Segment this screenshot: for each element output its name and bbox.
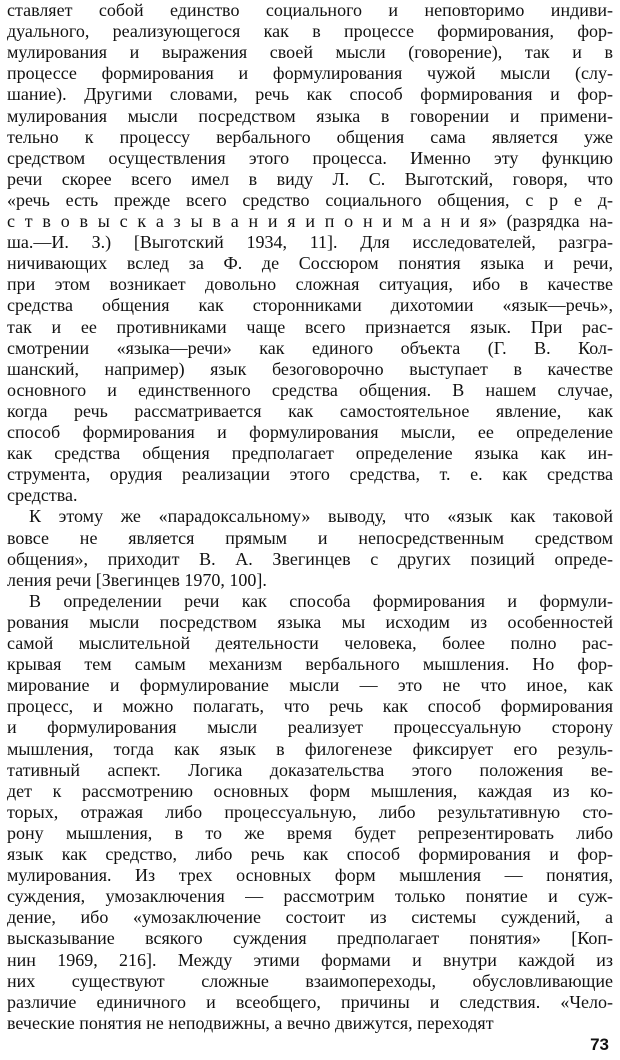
text-line: «речь есть прежде всего средство социального общения, с р е д- [7, 189, 613, 210]
text-line: рования мысли посредством языка мы исходим из особенностей [7, 611, 613, 632]
text-line: так и ее противниками чаще всего признается язык. При рас- [7, 316, 613, 337]
text-line: ления речи [Звегинцев 1970, 100]. [7, 569, 267, 590]
text-line: тативный аспект. Логика доказательства этого положения ве- [7, 759, 613, 780]
book-page [7, 0, 613, 1060]
text-line: ша.—И. З.) [Выготский 1934, 11]. Для исследователей, разгра- [7, 232, 613, 253]
text-line: нин 1969, 216]. Между этими формами и внутри каждой из [7, 949, 613, 970]
text-line: основного и единственного средства общения. В нашем случае, [7, 379, 613, 400]
text-line: В определении речи как способа формирования и формули- [29, 590, 613, 611]
text-line: суждения, умозаключения — рассмотрим только понятие и суж- [7, 886, 613, 907]
text-line: высказывание всякого суждения предполагает понятия» [Коп- [7, 928, 613, 949]
text-line: ничивающих вслед за Ф. де Соссюром понятия языка и речи, [7, 253, 613, 274]
text-line: вовсе не является прямым и непосредственным средством [7, 527, 613, 548]
text-line: струмента, орудия реализации этого средства, т. е. как средства [7, 464, 613, 485]
text-line: ставляет собой единство социального и неповторимо индиви- [7, 0, 613, 20]
text-line: средства. [7, 485, 78, 506]
text-line: способ формирования и формулирования мысли, ее определение [7, 422, 613, 442]
text-line: при этом возникает довольно сложная ситуация, ибо в качестве [7, 274, 613, 295]
text-line: средством осуществления этого процесса. Именно эту функцию [7, 147, 613, 168]
text-line: дуального, реализующегося как в процессе формирования, фор- [7, 21, 613, 42]
text-line: процесс, и можно полагать, что речь как способ формирования [7, 696, 613, 717]
text-line: язык как средство, либо речь как способ формирования и фор- [7, 844, 613, 864]
text-line: рону мышления, в то же время будет репрезентировать либо [7, 822, 613, 843]
text-line: общения», приходит В. А. Звегинцев с других позиций опреде- [7, 548, 613, 569]
text-line: с т в о в ы с к а з ы в а н и я и п о н и м а н и я» (разрядка на- [7, 211, 613, 231]
text-line: крывая тем самым механизм вербального мышления. Но фор- [7, 654, 613, 675]
page-number: 73 [590, 1035, 609, 1054]
text-line: самой мыслительной деятельности человека, более полно рас- [7, 633, 613, 653]
text-line: дение, ибо «умозаключение состоит из системы суждений, а [7, 907, 613, 928]
text-line: торых, отражая либо процессуальную, либо результативную сто- [7, 801, 613, 822]
text-line: мулирования мысли посредством языка в говорении и примени- [7, 105, 613, 126]
text-line: них существуют сложные взаимопереходы, обусловливающие [7, 970, 613, 991]
text-line: смотрении «языка—речи» как единого объекта (Г. В. Кол- [7, 337, 613, 358]
text-line: мышления, тогда как язык в филогенезе фиксирует его резуль- [7, 738, 613, 759]
text-line: мирование и формулирование мысли — это не что иное, как [7, 675, 613, 696]
text-line: процессе формирования и формулирования чужой мысли (слу- [7, 63, 613, 84]
text-line: тельно к процессу вербального общения сама является уже [7, 126, 613, 147]
text-line: мулирования. Из трех основных форм мышления — понятия, [7, 865, 613, 886]
text-line: шание). Другими словами, речь как способ формирования и фор- [7, 84, 613, 105]
text-line: речи скорее всего имел в виду Л. С. Выготский, говоря, что [7, 168, 613, 189]
text-line: различие единичного и всеобщего, причины и следствия. «Чело- [7, 991, 613, 1012]
text-line: когда речь рассматривается как самостоятельное явление, как [7, 400, 613, 421]
text-line: К этому же «парадоксальному» выводу, что «язык как таковой [29, 506, 613, 527]
text-line: мулирования и выражения своей мысли (говорение), так и в [7, 42, 613, 63]
text-line: как средства общения предполагает определение языка как ин- [7, 443, 613, 464]
text-line: дет к рассмотрению основных форм мышления, каждая из ко- [7, 780, 613, 801]
text-line: шанский, например) язык безоговорочно выступает в качестве [7, 358, 613, 379]
text-line: веческие понятия не неподвижны, а вечно движутся, переходят [7, 1012, 494, 1033]
text-line: и формулирования мысли реализует процессуальную сторону [7, 717, 613, 738]
text-line: средства общения как сторонниками дихотомии «язык—речь», [7, 295, 613, 316]
